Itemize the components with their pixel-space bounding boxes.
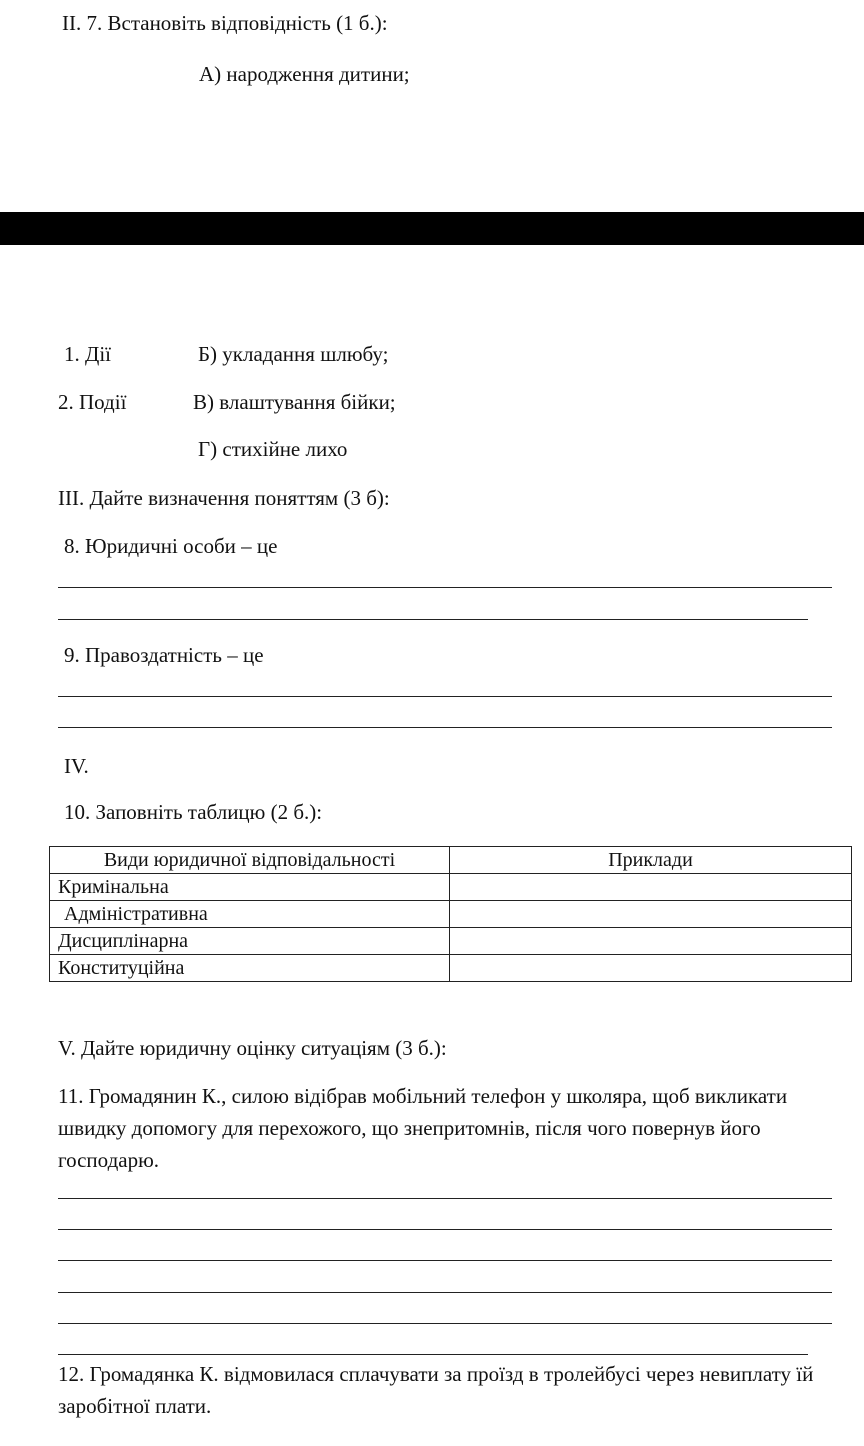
answer-line (58, 1229, 832, 1230)
answer-line (58, 696, 832, 697)
answer-line (58, 1260, 832, 1261)
answer-line (58, 1198, 832, 1199)
table-row (50, 901, 852, 928)
answer-line (58, 587, 832, 588)
match-item-2: 2. Події (58, 390, 127, 414)
table-row (50, 874, 852, 901)
option-b: Б) укладання шлюбу; (198, 342, 389, 366)
table-row (50, 955, 852, 982)
table-header-row (50, 847, 852, 874)
option-c: В) влаштування бійки; (193, 390, 396, 414)
option-d: Г) стихійне лихо (198, 437, 348, 461)
table-cell-type: Кримінальна (50, 874, 450, 901)
redaction-bar (0, 212, 864, 245)
section-4-heading: IV. (64, 754, 89, 778)
table-cell-example (450, 901, 852, 928)
table-row (50, 928, 852, 955)
answer-line (58, 619, 808, 620)
table-cell-type: Дисциплінарна (50, 928, 450, 955)
table-header-examples: Приклади (450, 847, 852, 874)
table-cell-type: Конституційна (50, 955, 450, 982)
table-cell-type: Адміністративна (50, 901, 450, 928)
option-a: А) народження дитини; (199, 62, 410, 86)
section-2-heading: II. 7. Встановіть відповідність (1 б.): (62, 11, 388, 35)
table-header-types: Види юридичної відповідальності (50, 847, 450, 874)
answer-line (58, 727, 832, 728)
table-cell-example (450, 928, 852, 955)
table-cell-example (450, 874, 852, 901)
match-item-1: 1. Дії (64, 342, 111, 366)
answer-line (58, 1323, 832, 1324)
question-10: 10. Заповніть таблицю (2 б.): (64, 800, 323, 824)
question-8: 8. Юридичні особи – це (64, 534, 278, 558)
table-cell-example (450, 955, 852, 982)
question-9: 9. Правоздатність – це (64, 643, 264, 667)
question-12: 12. Громадянка К. відмовилася сплачувати за проїзд в тролейбусі через невиплату їй заробітної плати. (58, 1362, 814, 1418)
section-5-heading: V. Дайте юридичну оцінку ситуаціям (3 б.): (58, 1036, 447, 1060)
answer-line (58, 1292, 832, 1293)
question-11: 11. Громадянин К., силою відібрав мобільний телефон у школяра, щоб викликати швидку допомогу для перехожого, що знепритомнів, після чого повернув його господарю. (58, 1084, 788, 1172)
section-3-heading: III. Дайте визначення поняттям (3 б): (58, 486, 390, 510)
answer-line (58, 1354, 808, 1355)
responsibility-table (49, 846, 852, 982)
